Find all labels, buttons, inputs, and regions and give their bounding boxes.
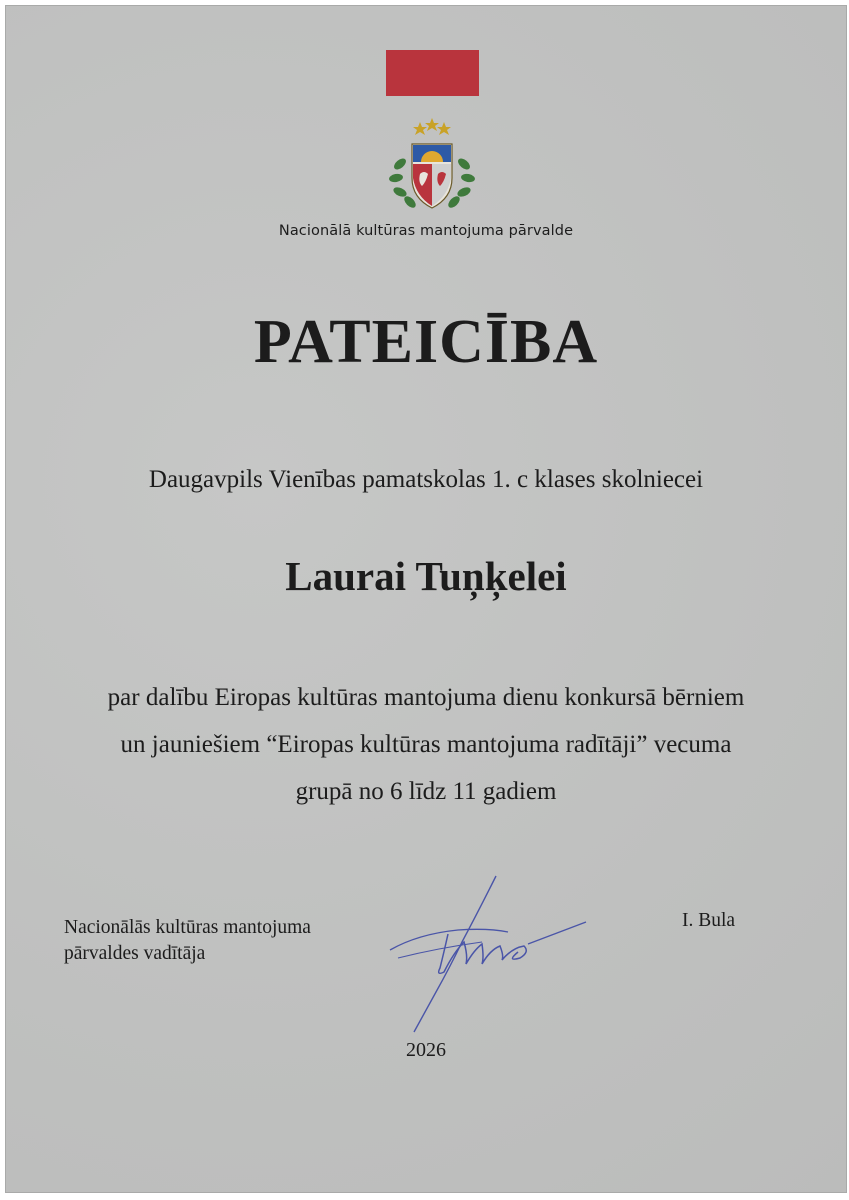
- certificate-title: PATEICĪBA: [253, 308, 599, 376]
- latvian-flag-icon: [386, 50, 479, 96]
- signer-name: I. Bula: [682, 910, 736, 931]
- signer-title: [64, 915, 311, 967]
- signature-icon: [378, 872, 588, 1037]
- reason-text: [6, 674, 846, 815]
- signer-title-line: Nacionālās kultūras mantojuma: [64, 917, 311, 938]
- coat-of-arms-icon: [382, 116, 482, 216]
- signer-title-line: pārvaldes vadītāja: [64, 943, 206, 964]
- recipient-name: Laurai Tuņķelei: [285, 553, 567, 599]
- institution-name: Nacionālā kultūras mantojuma pārvalde: [278, 223, 574, 239]
- reason-line: par dalību Eiropas kultūras mantojuma dienu konkursā bērniem: [107, 684, 745, 711]
- certificate-sheet: [6, 6, 846, 1192]
- reason-line: grupā no 6 līdz 11 gadiem: [295, 778, 557, 805]
- recipient-description: Daugavpils Vienības pamatskolas 1. c klases skolniecei: [148, 466, 704, 493]
- reason-line: un jauniešiem “Eiropas kultūras mantojuma radītāji” vecuma: [120, 731, 732, 758]
- certificate-year: 2026: [406, 1039, 446, 1061]
